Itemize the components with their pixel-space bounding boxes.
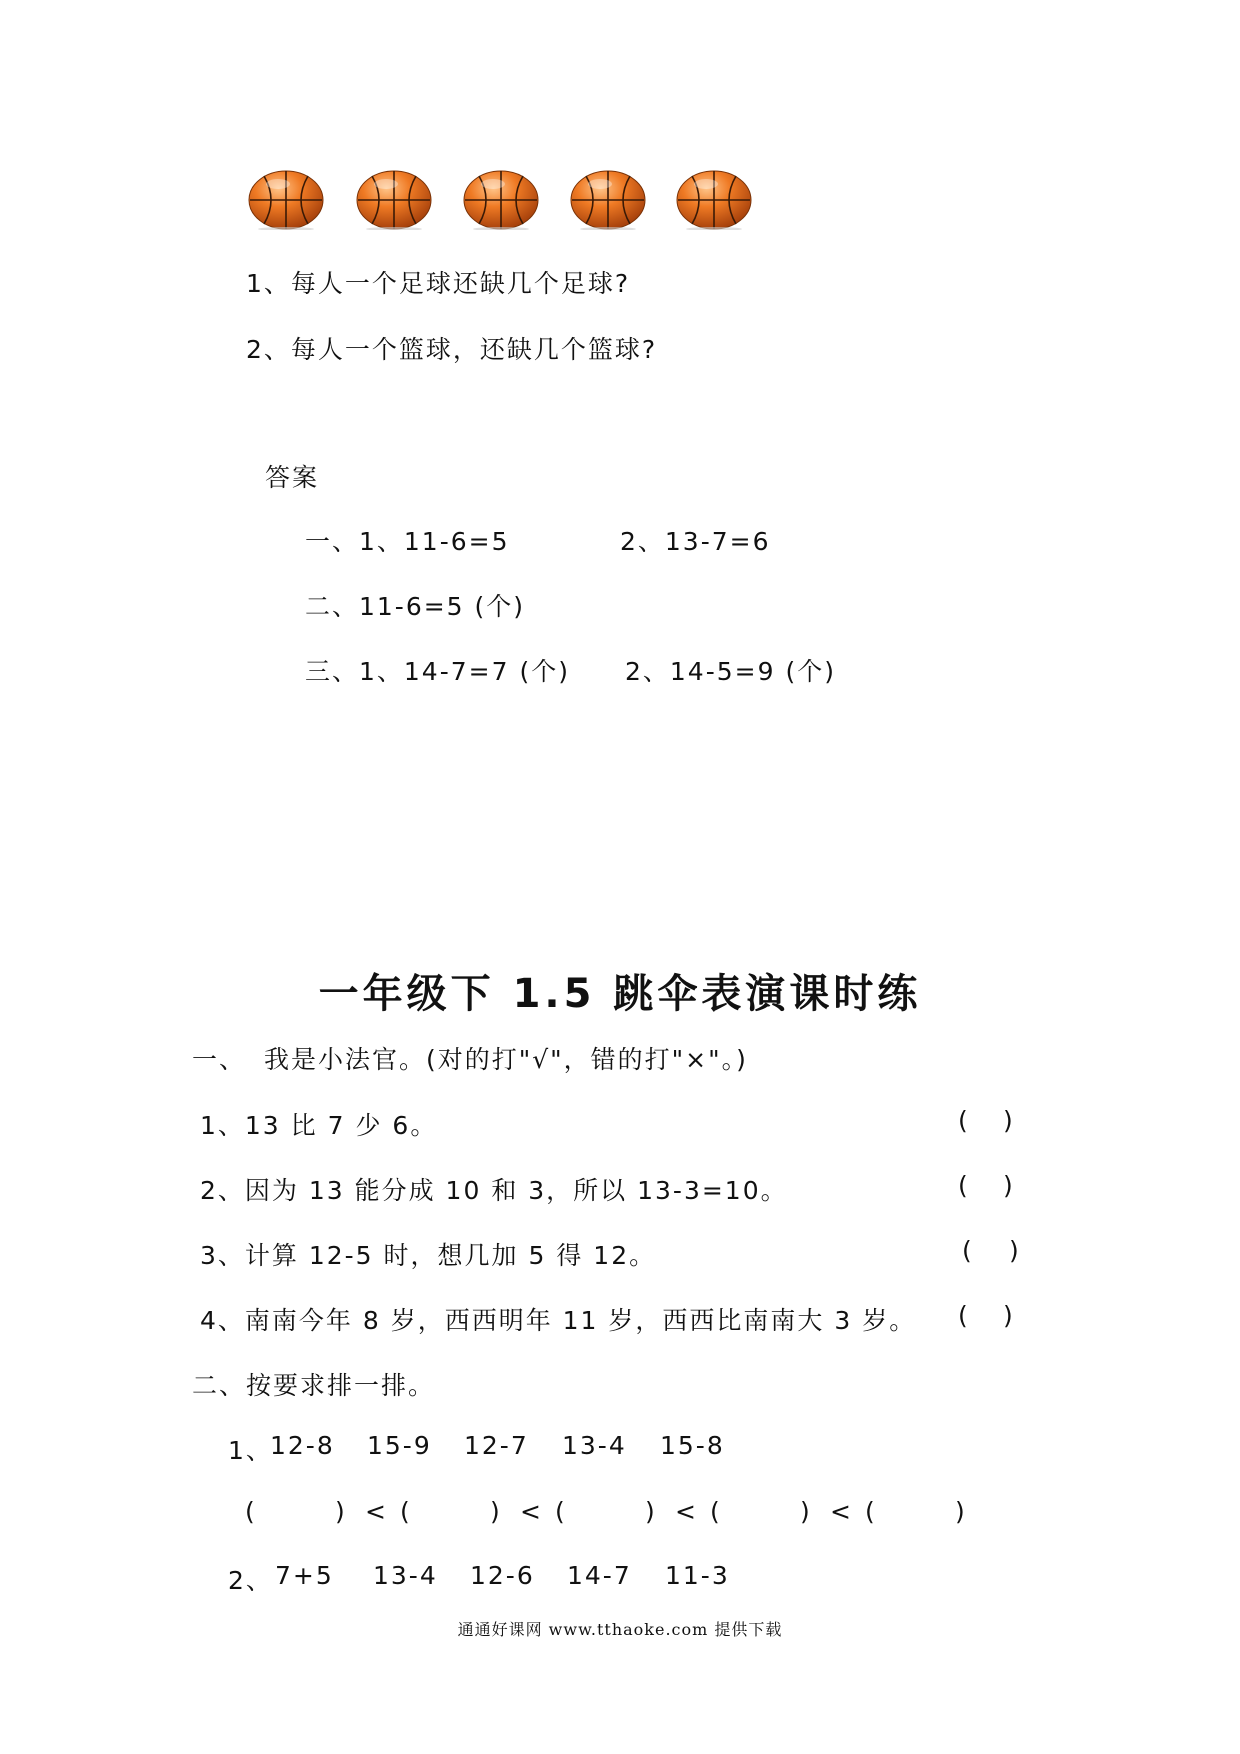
section-1-instruction: 我是小法官。(对的打"√"，错的打"×"。) xyxy=(264,1045,748,1074)
sort-expression: 11-3 xyxy=(665,1561,730,1590)
blank-close: ) xyxy=(645,1497,655,1526)
answer-2: 二、11-6=5 (个) xyxy=(305,592,526,621)
question-2: 2、每人一个篮球，还缺几个篮球? xyxy=(246,335,658,364)
sort-expression: 12-8 xyxy=(270,1431,335,1460)
basketball-icon xyxy=(463,166,539,230)
blank-open: ( xyxy=(710,1497,720,1526)
blank-close: ) xyxy=(800,1497,810,1526)
page-title: 一年级下 1.5 跳伞表演课时练 xyxy=(318,971,922,1017)
answer-paren-right: ) xyxy=(1003,1171,1013,1200)
section-1-label: 一、 xyxy=(192,1045,247,1074)
footer-credit: 通通好课网 www.tthaoke.com 提供下载 xyxy=(457,1620,783,1639)
answer-paren-right: ) xyxy=(1003,1106,1013,1135)
sort-expression: 15-8 xyxy=(660,1431,725,1460)
less-than-sign: < xyxy=(365,1497,386,1526)
judge-item-2: 2、因为 13 能分成 10 和 3，所以 13-3=10。 xyxy=(200,1176,788,1205)
blank-close: ) xyxy=(955,1497,965,1526)
answer-3-2: 2、14-5=9 (个) xyxy=(625,657,836,686)
answer-3-1: 三、1、14-7=7 (个) xyxy=(305,657,570,686)
answers-heading: 答案 xyxy=(265,463,320,492)
blank-open: ( xyxy=(400,1497,410,1526)
sort-row-2-label: 2、 xyxy=(228,1566,273,1595)
blank-open: ( xyxy=(865,1497,875,1526)
basketball-icon xyxy=(570,166,646,230)
sort-expression: 13-4 xyxy=(562,1431,627,1460)
answer-1-2: 2、13-7=6 xyxy=(620,527,771,556)
judge-item-1: 1、13 比 7 少 6。 xyxy=(200,1111,438,1140)
answer-paren-left: ( xyxy=(958,1106,968,1135)
basketball-icon xyxy=(676,166,752,230)
answer-paren-right: ) xyxy=(1003,1301,1013,1330)
answer-paren-left: ( xyxy=(958,1301,968,1330)
blank-open: ( xyxy=(555,1497,565,1526)
answer-paren-left: ( xyxy=(962,1236,972,1265)
answer-1-1: 一、1、11-6=5 xyxy=(305,527,510,556)
blank-open: ( xyxy=(245,1497,255,1526)
sort-row-1-label: 1、 xyxy=(228,1436,273,1465)
judge-item-4: 4、南南今年 8 岁，西西明年 11 岁，西西比南南大 3 岁。 xyxy=(200,1306,917,1335)
less-than-sign: < xyxy=(520,1497,541,1526)
blank-close: ) xyxy=(490,1497,500,1526)
basketball-icon xyxy=(248,166,324,230)
answer-paren-left: ( xyxy=(958,1171,968,1200)
blank-close: ) xyxy=(335,1497,345,1526)
question-1: 1、每人一个足球还缺几个足球? xyxy=(246,269,631,298)
sort-expression: 7+5 xyxy=(275,1561,334,1590)
basketball-icon xyxy=(356,166,432,230)
sort-expression: 12-7 xyxy=(464,1431,529,1460)
section-2-heading: 二、按要求排一排。 xyxy=(192,1371,436,1400)
sort-expression: 14-7 xyxy=(567,1561,632,1590)
judge-item-3: 3、计算 12-5 时，想几加 5 得 12。 xyxy=(200,1241,657,1270)
sort-expression: 15-9 xyxy=(367,1431,432,1460)
less-than-sign: < xyxy=(675,1497,696,1526)
less-than-sign: < xyxy=(830,1497,851,1526)
sort-expression: 12-6 xyxy=(470,1561,535,1590)
sort-expression: 13-4 xyxy=(373,1561,438,1590)
answer-paren-right: ) xyxy=(1009,1236,1019,1265)
